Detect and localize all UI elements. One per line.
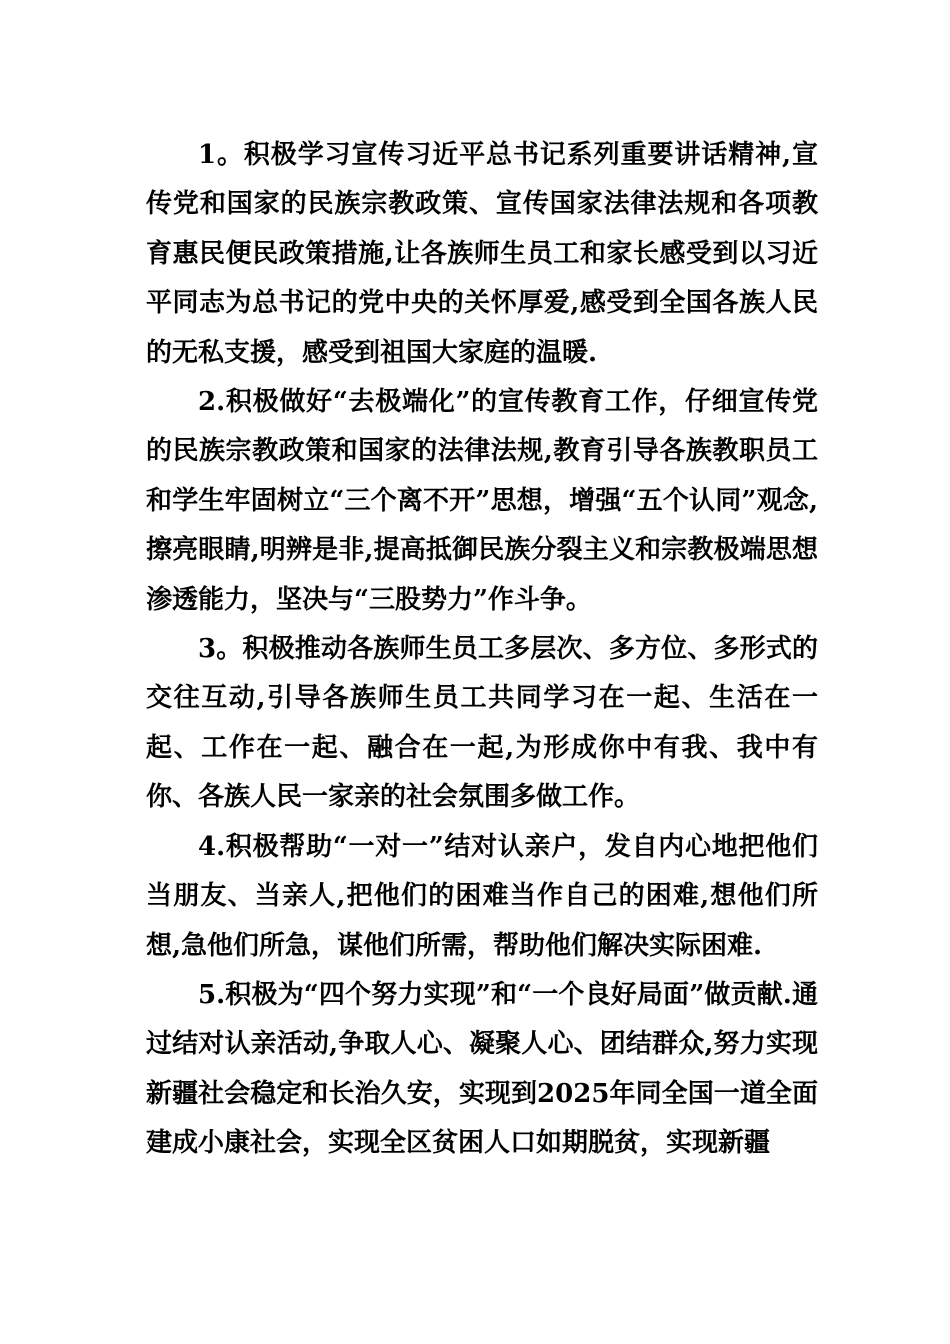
paragraph-4: 4.积极帮助“一对一”结对认亲户，发自内心地把他们当朋友、当亲人,把他们的困难当作自己的困难,想他们所想,急他们所急，谋他们所需，帮助他们解决实际困难. — [146, 831, 818, 961]
paragraph-2: 2.积极做好“去极端化”的宣传教育工作，仔细宣传党的民族宗教政策和国家的法律法规,教育引导各族教职员工和学生牢固树立“三个离不开”思想，增强“五个认同”观念,擦亮眼睛,明辨是非,提高抵御民族分裂主义和宗教极端思想渗透能力，坚决与“三股势力”作斗争。 — [146, 387, 818, 615]
document-body — [146, 131, 818, 1169]
paragraph-1: 1。积极学习宣传习近平总书记系列重要讲话精神,宣传党和国家的民族宗教政策、宣传国家法律法规和各项教育惠民便民政策措施,让各族师生员工和家长感受到以习近平同志为总书记的党中央的关怀厚爱,感受到全国各族人民的无私支援，感受到祖国大家庭的温暖. — [146, 140, 818, 368]
paragraph-5: 5.积极为“四个努力实现”和“一个良好局面”做贡献.通过结对认亲活动,争取人心、凝聚人心、团结群众,努力实现新疆社会稳定和长治久安，实现到2025年同全国一道全面建成小康社会，实现全区贫困人口如期脱贫，实现新疆 — [146, 979, 818, 1159]
paragraph-3: 3。积极推动各族师生员工多层次、多方位、多形式的交往互动,引导各族师生员工共同学习在一起、生活在一起、工作在一起、融合在一起,为形成你中有我、我中有你、各族人民一家亲的社会氛围多做工作。 — [146, 634, 818, 813]
